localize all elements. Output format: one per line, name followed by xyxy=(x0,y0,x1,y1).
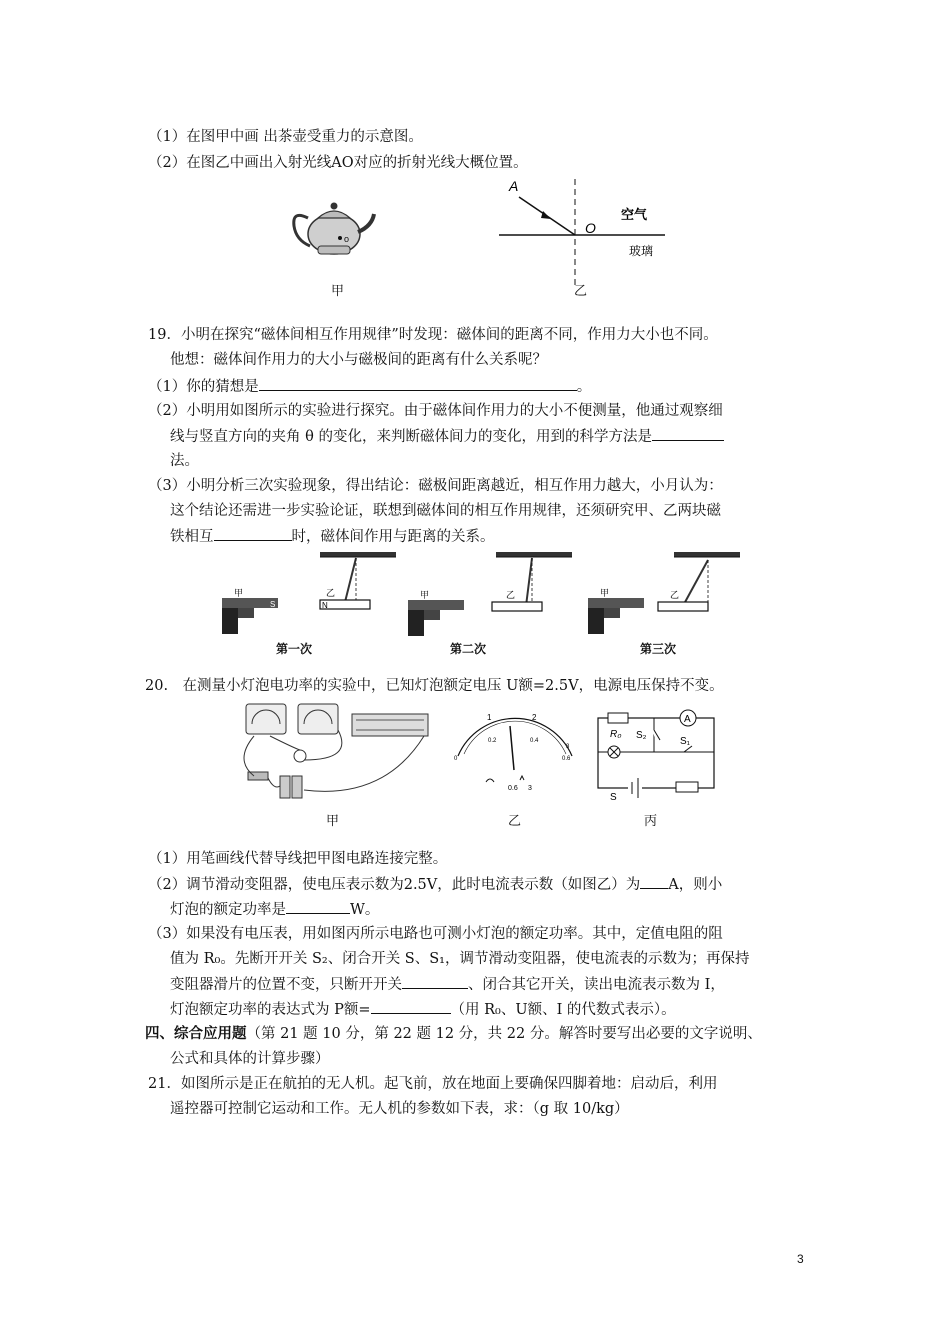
q19-line4: （2）小明用如图所示的实验进行探究。由于磁体间作用力的大小不便测量，他通过观察细 xyxy=(148,403,723,419)
caption-jia: 甲 xyxy=(331,284,345,299)
q19-line6: 法。 xyxy=(170,453,199,469)
teapot-center-label: o xyxy=(344,234,350,244)
method-blank[interactable] xyxy=(652,426,724,441)
point-a-label: A xyxy=(509,178,519,194)
trial-2-magnet-jia: 甲 xyxy=(420,590,430,600)
trial-1-magnet-yi: 乙 xyxy=(326,588,336,598)
q20-part1: （1）用笔画线代替导线把甲图电路连接完整。 xyxy=(148,851,448,867)
q19-line9: 铁相互 时，磁体间作用与距离的关系。 xyxy=(170,526,495,547)
caption-yi: 乙 xyxy=(574,284,588,299)
caption-circuit-jia: 甲 xyxy=(326,814,340,829)
circuit-apparatus-figure xyxy=(234,700,434,804)
section-4-title: 四、综合应用题 xyxy=(145,1026,247,1042)
r0-label: R₀ xyxy=(610,729,622,740)
q19-line8: 这个结论还需进一步实验论证，联想到磁体间的相互作用规律，还须研究甲、乙两块磁 xyxy=(170,503,721,519)
caption-trial-2: 第二次 xyxy=(450,642,487,656)
s1-label: S₁ xyxy=(680,736,691,747)
dial-tick-0: 0 xyxy=(454,756,458,762)
section-4-heading: 四、综合应用题（第 21 题 10 分，第 22 题 12 分，共 22 分。解答时要写出必要的文字说明、 xyxy=(145,1026,762,1042)
ammeter-symbol: A xyxy=(684,714,691,725)
trial-1-diagram xyxy=(222,552,396,634)
q19-line3: （1）你的猜想是 。 xyxy=(148,376,591,397)
q20-part3-line4: 灯泡额定功率的表达式为 P额= （用 R₀、U额、I 的代数式表示）。 xyxy=(170,999,676,1020)
caption-ammeter-yi: 乙 xyxy=(508,814,522,829)
teapot-figure xyxy=(288,196,380,262)
trial-1-pole-s: S xyxy=(270,600,276,609)
ammeter-dial-figure xyxy=(450,710,580,802)
expression-blank[interactable] xyxy=(371,999,451,1014)
q19-line2: 他想：磁体间作用力的大小与磁极间的距离有什么关系呢？ xyxy=(170,352,547,368)
dial-tick-1: 1 xyxy=(487,713,492,722)
trial-1-magnet-jia: 甲 xyxy=(234,588,244,598)
q20-part2-line2: 灯泡的额定功率是 W。 xyxy=(170,899,379,920)
circuit-diagram-figure xyxy=(592,706,720,802)
q20-part2-line1: （2）调节滑动变阻器，使电压表示数为2.5V，此时电流表示数（如图乙）为 A，则小 xyxy=(148,874,722,895)
dial-tick-0.4: 0.4 xyxy=(530,738,539,744)
guess-blank[interactable] xyxy=(259,376,577,391)
q18-part1: （1）在图甲中画 出茶壶受重力的示意图。 xyxy=(148,129,423,145)
q21-line1: 21．如图所示是正在航拍的无人机。起飞前，放在地面上要确保四脚着地：启动后，利用 xyxy=(148,1076,718,1092)
q20-line1: 20. 在测量小灯泡电功率的实验中，已知灯泡额定电压 U额=2.5V，电源电压保持不变。 xyxy=(145,678,724,694)
page-number: 3 xyxy=(797,1252,804,1266)
magnet-experiment-figure xyxy=(220,548,740,638)
air-label: 空气 xyxy=(621,207,648,222)
s2-label: S₂ xyxy=(636,730,647,741)
s-label: S xyxy=(610,792,617,802)
dial-tick-0.6: 0.6 xyxy=(562,756,571,762)
interaction-blank[interactable] xyxy=(214,526,292,541)
dial-tick-0.2: 0.2 xyxy=(488,738,497,744)
q19-line1: 19．小明在探究“磁体间相互作用规律”时发现：磁体间的距离不同，作用力大小也不同。 xyxy=(148,327,718,343)
q18-part2: （2）在图乙中画出入射光线AO对应的折射光线大概位置。 xyxy=(148,155,528,171)
current-blank[interactable] xyxy=(640,874,668,889)
trial-3-diagram xyxy=(588,552,740,634)
dial-tick-2: 2 xyxy=(532,713,537,722)
trial-2-diagram xyxy=(408,552,572,636)
terminal-0.6: 0.6 xyxy=(508,785,518,792)
dial-tick-3: 3 xyxy=(566,744,570,750)
q21-line2: 遥控器可控制它运动和工作。无人机的参数如下表，求：（g 取 10/kg） xyxy=(170,1101,629,1117)
caption-trial-1: 第一次 xyxy=(276,642,313,656)
glass-label: 玻璃 xyxy=(629,244,654,258)
point-o-label: O xyxy=(585,220,596,236)
caption-trial-3: 第三次 xyxy=(640,642,677,656)
switch-blank[interactable] xyxy=(402,974,468,989)
caption-circuit-bing: 丙 xyxy=(644,814,658,829)
power-blank[interactable] xyxy=(286,899,350,914)
q19-line7: （3）小明分析三次实验现象，得出结论：磁极间距离越近，相互作用力越大，小月认为： xyxy=(148,478,723,494)
terminal-3: 3 xyxy=(528,785,532,792)
trial-2-magnet-yi: 乙 xyxy=(506,590,516,600)
trial-1-pole-n: N xyxy=(322,601,328,610)
q20-part3-line2: 值为 R₀。先断开开关 S₂、闭合开关 S、S₁，调节滑动变阻器，使电流表的示数为；再保持 xyxy=(170,951,750,967)
section-4-line2: 公式和具体的计算步骤） xyxy=(170,1051,330,1067)
q20-part3-line1: （3）如果没有电压表，用如图丙所示电路也可测小灯泡的额定功率。其中，定值电阻的阻 xyxy=(148,926,723,942)
trial-3-magnet-jia: 甲 xyxy=(600,588,610,598)
q20-part3-line3: 变阻器滑片的位置不变，只断开开关 、闭合其它开关，读出电流表示数为 I， xyxy=(170,974,725,995)
q19-line5: 线与竖直方向的夹角 θ 的变化，来判断磁体间力的变化，用到的科学方法是 xyxy=(170,426,724,447)
trial-3-magnet-yi: 乙 xyxy=(670,590,680,600)
